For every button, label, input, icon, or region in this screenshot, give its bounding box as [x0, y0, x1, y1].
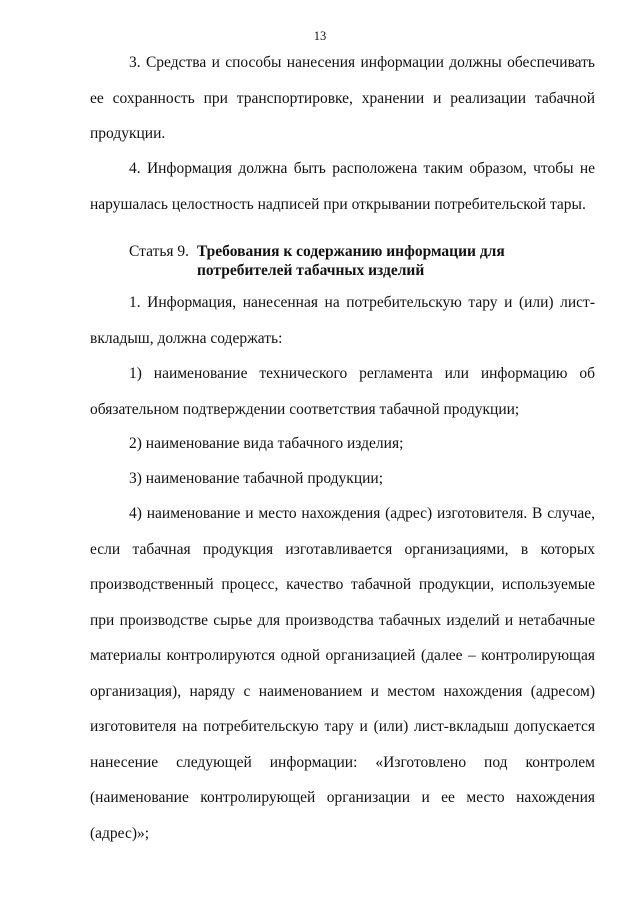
article-title-line-2: потребителей табачных изделий [196, 261, 425, 279]
page-number: 13 [313, 29, 327, 43]
article-title [197, 243, 505, 280]
list-item-4-manufacturer: 4) наименование и место нахождения (адрес) изготовителя. В случае, если табачная продукция изготавливается организациями, в которых производственный процесс, качество табачной продукции, используемые при производстве сырье для производства табачных изделий и нетабачные материалы контролируются одной организацией (далее – контролирующая организация), наряду с наименованием и местом нахождения (адресом) изготовителя на потребительскую тару и (или) лист-вкладыш допускается нанесение следующей информации: «Изготовлено под контролем (наименование контролирующей организации и ее место нахождения (адрес)»; [90, 505, 595, 842]
list-item-3-product-name: 3) наименование табачной продукции; [129, 470, 384, 487]
paragraph-3-info-preservation: 3. Средства и способы нанесения информации должны обеспечивать ее сохранность при транспортировке, хранении и реализации табачной продукции. [90, 54, 595, 142]
list-item-2-product-type: 2) наименование вида табачного изделия; [129, 435, 404, 452]
paragraph-1-label-contents: 1. Информация, нанесенная на потребительскую тару и (или) лист-вкладыш, должна содержать: [90, 294, 595, 347]
article-title-line-1: Требования к содержанию информации для [196, 243, 505, 260]
article-label: Статья 9. [129, 243, 190, 260]
list-item-1-regulation-name: 1) наименование технического регламента или информацию об обязательном подтверждении соответствия табачной продукции; [90, 365, 595, 418]
article-heading [129, 243, 505, 280]
paragraph-4-info-placement: 4. Информация должна быть расположена таким образом, чтобы не нарушалась целостность надписей при открывании потребительской тары. [90, 160, 595, 213]
